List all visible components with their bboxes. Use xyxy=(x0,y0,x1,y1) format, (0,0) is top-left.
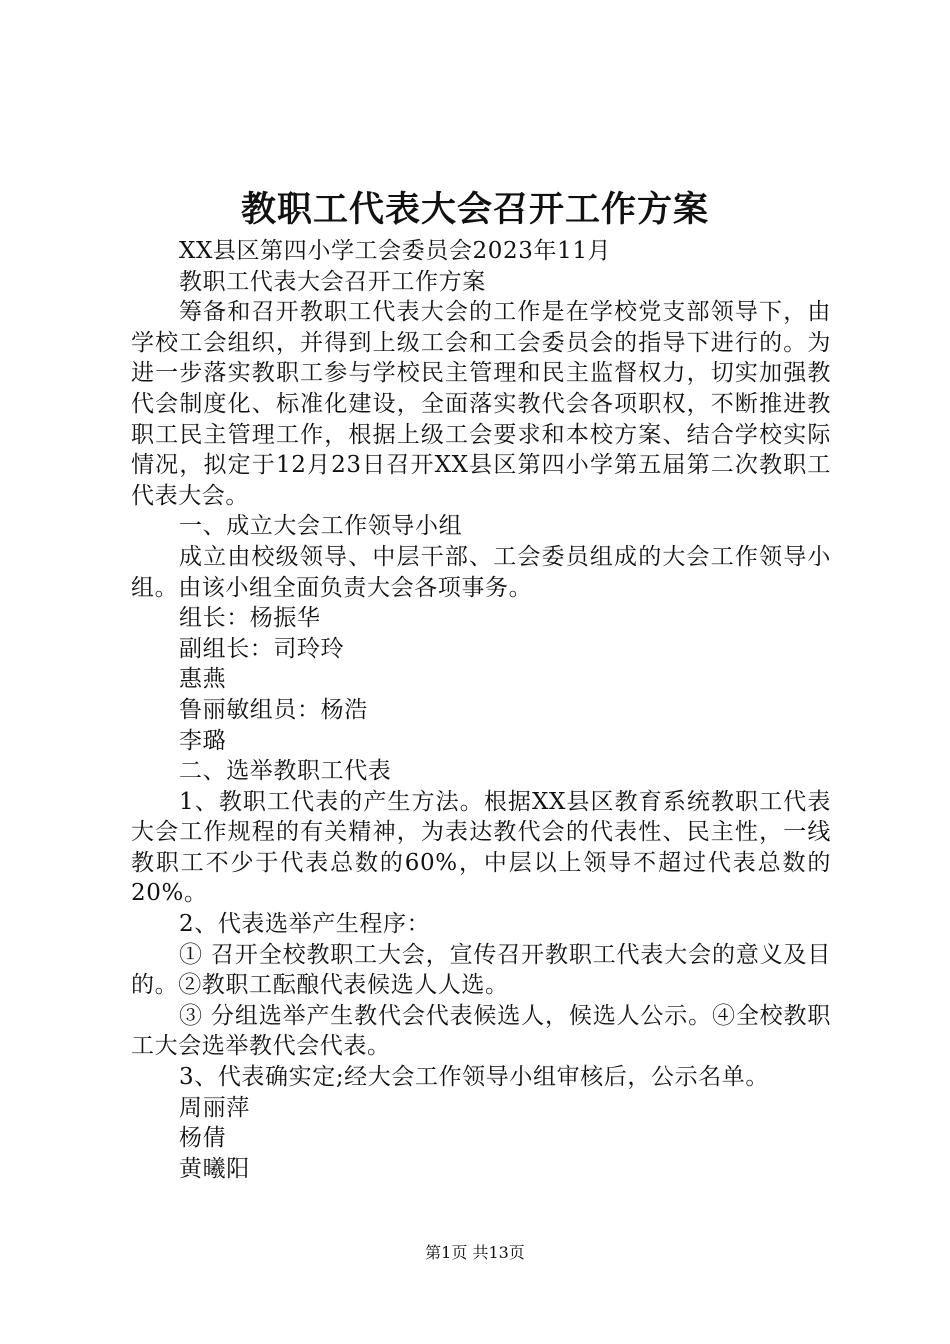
paragraph-org-date: XX县区第四小学工会委员会2023年11月 xyxy=(179,238,612,264)
paragraph-name: 周丽萍 xyxy=(179,1094,250,1121)
paragraph-procedure-1: ① 召开全校教职工大会，宣传召开教职工代表大会的意义及目的。②教职工酝酿代表候选人人选。 xyxy=(131,941,831,999)
document-body xyxy=(131,236,831,1184)
paragraph-leadership-group: 成立由校级领导、中层干部、工会委员组成的大会工作领导小组。由该小组全面负责大会各项事务。 xyxy=(131,543,831,601)
paragraph-procedure-2: ③ 分组选举产生教代会代表候选人，候选人公示。④全校教职工大会选举教代会代表。 xyxy=(131,1002,831,1060)
paragraph-name: 杨倩 xyxy=(179,1125,227,1152)
section-heading-1: 一、成立大会工作领导小组 xyxy=(179,513,463,540)
paragraph-procedure-heading: 2、代表选举产生程序： xyxy=(179,911,431,938)
paragraph-deputy-leader: 副组长：司玲玲 xyxy=(179,635,345,662)
paragraph-name: 惠燕 xyxy=(179,666,227,693)
paragraph-name: 黄曦阳 xyxy=(179,1155,250,1182)
document-title: 教职工代表大会召开工作方案 xyxy=(240,189,709,230)
paragraph-intro: 筹备和召开教职工代表大会的工作是在学校党支部领导下，由学校工会组织，并得到上级工会和工会委员会的指导下进行的。为进一步落实教职工参与学校民主管理和民主监督权力，切实加强教代会制度化、标准化建设，全面落实教代会各项职权，不断推进教职工民主管理工作，根据上级工会要求和本校方案、结合学校实际情况，拟定于12月23日召开XX县区第四小学第五届第二次教职工代表大会。 xyxy=(131,299,831,509)
paragraph-members: 鲁丽敏组员：杨浩 xyxy=(179,696,368,723)
paragraph-name: 李璐 xyxy=(179,727,227,754)
paragraph-group-leader: 组长：杨振华 xyxy=(179,605,321,632)
paragraph-confirmation: 3、代表确实定;经大会工作领导小组审核后，公示名单。 xyxy=(179,1064,769,1091)
paragraph-subtitle: 教职工代表大会召开工作方案 xyxy=(179,268,486,295)
paragraph-method: 1、教职工代表的产生方法。根据XX县区教育系统教职工代表大会工作规程的有关精神，为表达教代会的代表性、民主性，一线教职工不少于代表总数的60%，中层以上领导不超过代表总数的20%。 xyxy=(131,788,831,907)
section-heading-2: 二、选举教职工代表 xyxy=(179,758,392,785)
page-footer: 第1页 共13页 xyxy=(425,1243,525,1262)
